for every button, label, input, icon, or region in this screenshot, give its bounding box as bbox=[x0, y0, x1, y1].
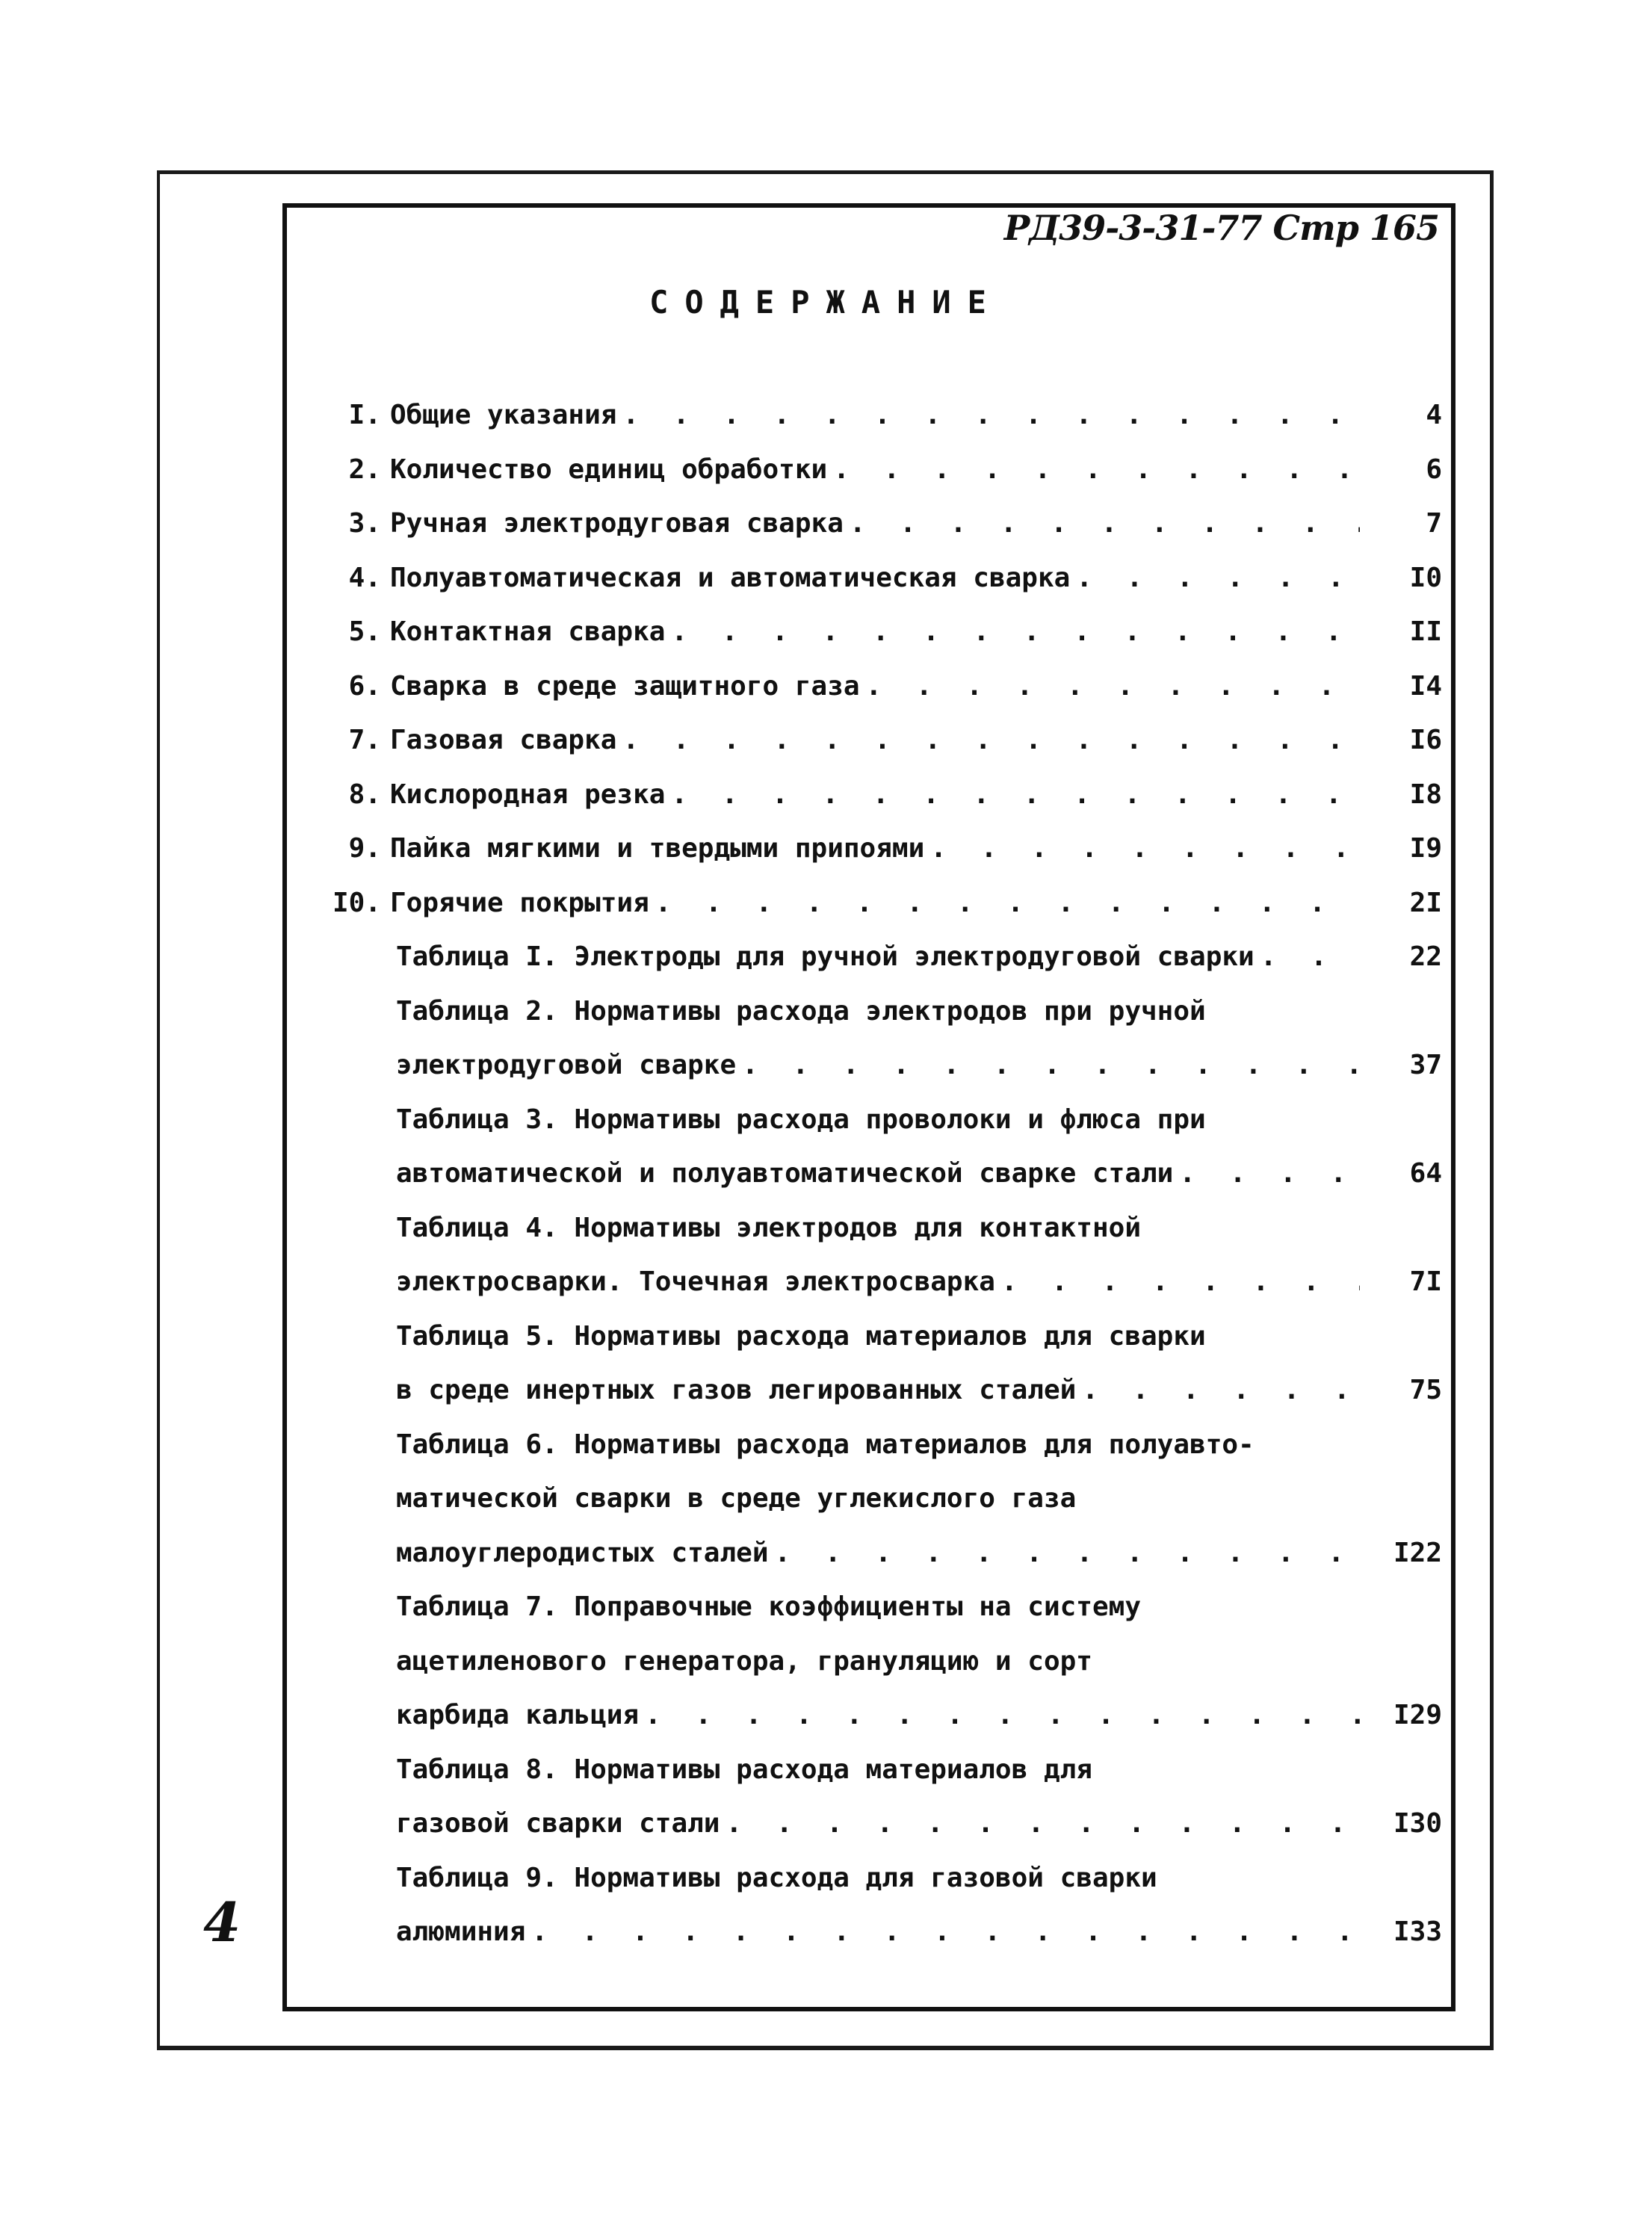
toc-page-number: 2I bbox=[1409, 887, 1442, 918]
toc-item-title: газовой сварки стали bbox=[396, 1808, 720, 1839]
toc-page-number: I6 bbox=[1409, 725, 1442, 755]
table-list-row bbox=[329, 1364, 1442, 1418]
dot-leader bbox=[622, 389, 1360, 443]
toc-row bbox=[329, 389, 1442, 443]
toc-item-title: Ручная электродуговая сварка bbox=[390, 508, 844, 539]
toc-item-number: I. bbox=[348, 400, 381, 430]
page-title: СОДЕРЖАНИЕ bbox=[649, 284, 1003, 321]
toc-item-title: ацетиленового генератора, грануляцию и сорт bbox=[396, 1645, 1092, 1677]
toc-item-number: 9. bbox=[348, 833, 381, 864]
dot-leader bbox=[742, 1039, 1360, 1093]
table-list-row bbox=[329, 1472, 1442, 1526]
toc-page-number: 64 bbox=[1409, 1158, 1442, 1189]
dot-leader bbox=[930, 822, 1360, 876]
toc-row bbox=[329, 714, 1442, 768]
table-list-row bbox=[329, 930, 1442, 985]
dot-leader bbox=[726, 1797, 1360, 1851]
toc-page-number: I29 bbox=[1393, 1700, 1442, 1730]
toc-row bbox=[329, 551, 1442, 606]
toc-page-number: I4 bbox=[1409, 670, 1442, 702]
toc-row bbox=[329, 605, 1442, 660]
toc-page-number: 6 bbox=[1426, 454, 1442, 485]
table-list-row bbox=[329, 1905, 1442, 1960]
toc-item-title: автоматической и полуавтоматической сварке стали bbox=[396, 1158, 1174, 1189]
toc-item-number: 6. bbox=[348, 670, 381, 702]
table-list-row bbox=[329, 1255, 1442, 1310]
table-list-row bbox=[329, 1797, 1442, 1851]
toc-page-number: I9 bbox=[1409, 833, 1442, 864]
toc-page-number: 22 bbox=[1409, 941, 1442, 972]
toc-page-number: I8 bbox=[1409, 779, 1442, 810]
dot-leader bbox=[833, 443, 1360, 498]
toc-page-number: 4 bbox=[1426, 400, 1442, 430]
toc-item-number: 3. bbox=[348, 508, 381, 539]
dot-leader bbox=[645, 1689, 1360, 1743]
toc-item-title: Контактная сварка bbox=[390, 616, 666, 647]
dot-leader bbox=[671, 768, 1360, 823]
toc-item-title: Кислородная резка bbox=[390, 779, 666, 810]
dot-leader bbox=[671, 605, 1360, 660]
toc-item-title: Количество единиц обработки bbox=[390, 454, 828, 485]
toc-item-title: электросварки. Точечная электросварка bbox=[396, 1266, 995, 1297]
toc-row bbox=[329, 497, 1442, 551]
table-list-row bbox=[329, 1743, 1442, 1798]
toc-row bbox=[329, 876, 1442, 931]
dot-leader bbox=[850, 497, 1360, 551]
table-list-row bbox=[329, 1201, 1442, 1256]
margin-page-number: 4 bbox=[203, 1890, 241, 1954]
toc-item-number: 4. bbox=[348, 562, 381, 593]
toc-page-number: I0 bbox=[1409, 562, 1442, 593]
toc-item-number: 5. bbox=[348, 616, 381, 647]
toc-item-title: Таблица 5. Нормативы расхода материалов для сварки bbox=[396, 1320, 1206, 1352]
toc-item-title: электродуговой сварке bbox=[396, 1050, 737, 1080]
toc-row bbox=[329, 768, 1442, 823]
toc-item-title: матической сварки в среде углекислого газа bbox=[396, 1483, 1077, 1514]
document-code: РД39-3-31-77 Стр 165 bbox=[1003, 208, 1439, 248]
dot-leader bbox=[531, 1905, 1360, 1960]
toc-item-number: 2. bbox=[348, 454, 381, 485]
table-list-row bbox=[329, 1851, 1442, 1906]
toc-page-number: I22 bbox=[1393, 1537, 1442, 1568]
toc-item-number: I0. bbox=[332, 887, 381, 918]
toc-item-title: Таблица I. Электроды для ручной электродуговой сварки bbox=[396, 941, 1255, 972]
dot-leader bbox=[866, 660, 1360, 714]
dot-leader bbox=[1076, 551, 1360, 606]
toc-row bbox=[329, 660, 1442, 714]
table-list-row bbox=[329, 1147, 1442, 1201]
toc-page-number: 7 bbox=[1426, 508, 1442, 539]
table-list-row bbox=[329, 1580, 1442, 1635]
table-list-row bbox=[329, 1418, 1442, 1473]
toc-item-title: Пайка мягкими и твердыми припоями bbox=[390, 833, 925, 864]
table-list-row bbox=[329, 1526, 1442, 1581]
table-of-contents bbox=[329, 389, 1442, 1960]
table-list-row bbox=[329, 1635, 1442, 1689]
dot-leader bbox=[775, 1526, 1361, 1581]
toc-item-title: Газовая сварка bbox=[390, 725, 617, 755]
toc-row bbox=[329, 822, 1442, 876]
dot-leader bbox=[1179, 1147, 1360, 1201]
dot-leader bbox=[1260, 930, 1360, 985]
toc-item-title: в среде инертных газов легированных сталей bbox=[396, 1375, 1077, 1405]
table-list-row bbox=[329, 985, 1442, 1039]
toc-item-title: Таблица 3. Нормативы расхода проволоки и флюса при bbox=[396, 1104, 1206, 1135]
toc-item-title: Сварка в среде защитного газа bbox=[390, 670, 860, 702]
toc-item-title: Таблица 6. Нормативы расхода материалов для полуавто- bbox=[396, 1429, 1255, 1460]
toc-item-title: Таблица 7. Поправочные коэффициенты на систему bbox=[396, 1591, 1141, 1622]
dot-leader bbox=[1082, 1364, 1360, 1418]
toc-item-number: 8. bbox=[348, 779, 381, 810]
toc-page-number: I30 bbox=[1393, 1808, 1442, 1839]
toc-item-title: Таблица 9. Нормативы расхода для газовой сварки bbox=[396, 1862, 1157, 1893]
toc-page-number: 7I bbox=[1409, 1266, 1442, 1297]
toc-page-number: 37 bbox=[1409, 1050, 1442, 1080]
toc-item-title: Полуавтоматическая и автоматическая сварка bbox=[390, 562, 1071, 593]
toc-item-title: Таблица 4. Нормативы электродов для контактной bbox=[396, 1212, 1141, 1243]
dot-leader bbox=[1001, 1255, 1360, 1310]
toc-item-title: алюминия bbox=[396, 1916, 526, 1947]
dot-leader bbox=[622, 714, 1360, 768]
table-list-row bbox=[329, 1093, 1442, 1148]
toc-item-title: Общие указания bbox=[390, 400, 617, 430]
table-list-row bbox=[329, 1689, 1442, 1743]
toc-page-number: II bbox=[1409, 616, 1442, 647]
toc-item-title: Таблица 2. Нормативы расхода электродов при ручной bbox=[396, 995, 1206, 1027]
toc-row bbox=[329, 443, 1442, 498]
table-list-row bbox=[329, 1039, 1442, 1093]
toc-item-number: 7. bbox=[348, 725, 381, 755]
table-list-row bbox=[329, 1310, 1442, 1364]
toc-item-title: малоуглеродистых сталей bbox=[396, 1537, 769, 1568]
dot-leader bbox=[655, 876, 1360, 931]
toc-page-number: I33 bbox=[1393, 1916, 1442, 1947]
toc-item-title: Горячие покрытия bbox=[390, 887, 649, 918]
toc-page-number: 75 bbox=[1409, 1375, 1442, 1405]
toc-item-title: Таблица 8. Нормативы расхода материалов для bbox=[396, 1754, 1092, 1785]
toc-item-title: карбида кальция bbox=[396, 1700, 640, 1730]
